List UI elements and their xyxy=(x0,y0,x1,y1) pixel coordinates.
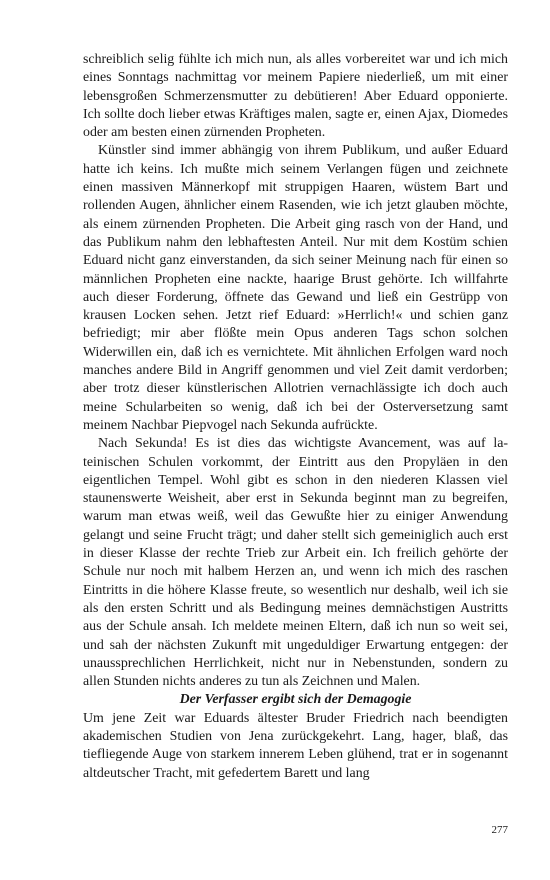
paragraph-sekunda: Nach Sekunda! Es ist dies das wichtigste Avancement, was auf lateinischen Schulen vorkommt, der Eintritt aus den Propyläen in den eigentlichen Tempel. Wohl gibt es schon in den niederen Klassen viel staunenswerte Weisheit, aber erst in Sekunda beginnt man zu begreifen, warum man etwas weiß, weil das Gewußte hier zu einiger Anwendung gelangt und seine Frucht trägt; und daher stellt sich gemeiniglich auch erst in dieser Klasse der rechte Trieb zur Arbeit ein. Ich freilich gehörte der Schule nur noch mit halbem Herzen an, und wenn ich mich des raschen Eintritts in die höhere Klasse freute, so wesentlich nur deshalb, weil ich sie als den ersten Schritt und als Bedingung meines demnächstigen Austritts aus der Schule ansah. Ich meldete meinen Eltern, daß ich nun so weit sei, und sah der nächsten Zukunft mit ungeduldiger Erwartung entgegen: der unaussprechlichen Herrlichkeit, nicht nur in Nebenstunden, sondern zu allen Stunden nichts anderes zu tun als Zeichnen und Malen. xyxy=(83,436,508,690)
body-text xyxy=(83,51,508,783)
section-heading: Der Verfasser ergibt sich der Demagogie xyxy=(179,692,412,708)
paragraph-artists: Künstler sind immer abhängig von ihrem Publikum, und außer Eduard hatte ich keins. Ich mußte mich seinem Verlangen fügen und zeichnete einen massiven Männerkopf mit struppigen Haaren, wüstem Bart und rollenden Augen, ähnlicher einem Rasenden, wie ich jetzt glauben möchte, als einem zürnenden Propheten. Die Arbeit ging rasch von der Hand, und das Publikum nahm den lebhaftesten Anteil. Nur mit dem Kostüm schien Eduard nicht ganz einverstanden, da sich seiner Meinung nach für einen so männlichen Propheten eine nackte, haarige Brust gehörte. Ich willfahrte auch dieser Forderung, öffnete das Gewand und ließ ein Gestrüpp von krausen Locken sehen. Jetzt rief Eduard: »Herrlich!« und schien ganz befriedigt; mir aber flößte mein Opus anderen Tags schon solchen Widerwillen ein, daß ich es vernichtete. Mit ähnlichen Erfolgen ward noch manches andere Bild in Angriff genommen und viel Zeit damit verdorben; aber trotz dieser künstlerischen Allotrien vernachlässigte ich doch auch meine Schularbeiten so wenig, daß ich bei der Osterversetzung samt meinem Nachbar Piepvogel nach Sekunda aufrückte. xyxy=(83,143,508,433)
paragraph-friedrich: Um jene Zeit war Eduards ältester Bruder Friedrich nach beendigten akademischen Studien von Jena zurückgekehrt. Lang, hager, blaß, das tiefliegende Auge von starkem innerem Leben glühend, trat er in sogenannt altdeutscher Tracht, mit gefedertem Barett und lang xyxy=(83,710,508,781)
page-number: 277 xyxy=(491,824,508,836)
paragraph-continued: schreiblich selig fühlte ich mich nun, als alles vorbereitet war und ich mich eines Sonntags nachmittag vor meinem Papiere niederließ, um mit einer lebensgroßen Schmerzensmutter zu debütieren! Aber Eduard opponierte. Ich sollte doch lieber etwas Kräftiges malen, sagte er, einen Ajax, Diomedes oder am besten einen zürnenden Propheten. xyxy=(83,52,508,141)
